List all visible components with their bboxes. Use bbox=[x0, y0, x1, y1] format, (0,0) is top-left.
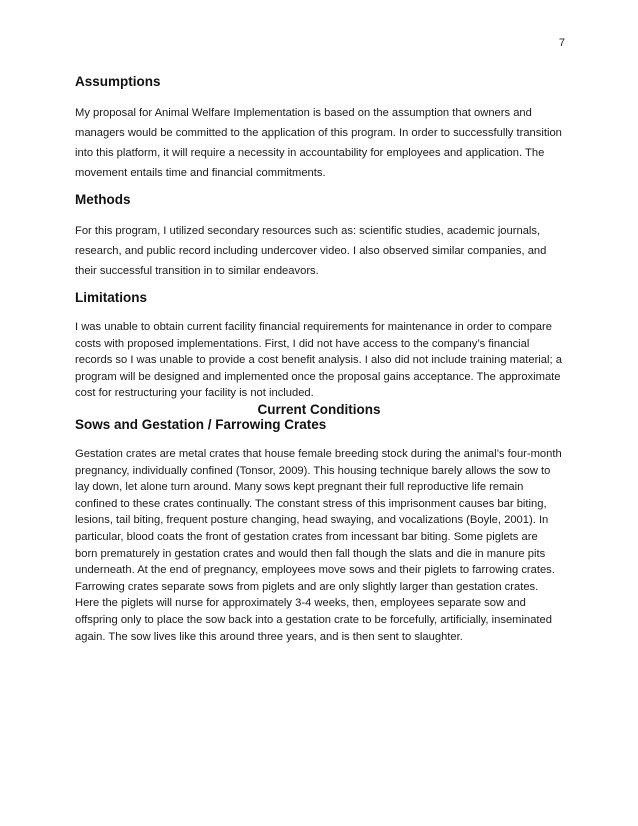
sows-paragraph: Gestation crates are metal crates that house female breeding stock during the animal’s four-month pregnancy, individually confined (Tonsor, 2009). This housing technique barely allows the sow to lay down, let alone turn around. Many sows kept pregnant their full reproductive life remain confined to these crates continually. The constant stress of this imprisonment causes bar biting, lesions, tail biting, frequent posture changing, head swaying, and vocalizations (Boyle, 2001). In particular, blood coats the front of gestation crates from incessant bar biting. Some piglets are born prematurely in gestation crates and would then fall though the slats and die in manure pits underneath. At the end of pregnancy, employees move sows and their piglets to farrowing crates. Farrowing crates separate sows from piglets and are only slightly larger than gestation crates. Here the piglets will nurse for approximately 3-4 weeks, then, employees separate sow and offspring only to place the sow back into a gestation crate to be forcefully, artificially, inseminated again. The sow lives like this around three years, and is then sent to slaughter. bbox=[75, 447, 562, 643]
assumptions-paragraph: My proposal for Animal Welfare Implementation is based on the assumption that owners and managers would be committed to the application of this program. In order to successfully transition into this platform, it will require a necessity in accountability for employees and application. The movement entails time and financial commitments. bbox=[75, 107, 562, 179]
limitations-paragraph: I was unable to obtain current facility financial requirements for maintenance in order to compare costs with proposed implementations. First, I did not have access to the company’s financial records so I was unable to provide a cost benefit analysis. I also did not include training material; a program will be designed and implemented once the proposal gains acceptance. The approximate cost for restructuring your facility is not included. bbox=[75, 321, 562, 400]
limitations-heading: Limitations bbox=[75, 290, 148, 305]
page-number: 7 bbox=[558, 37, 565, 49]
current-conditions-heading: Current Conditions bbox=[257, 401, 381, 417]
methods-heading: Methods bbox=[75, 192, 131, 207]
methods-paragraph: For this program, I utilized secondary resources such as: scientific studies, academic journals, research, and public record including undercover video. I also observed similar companies, and their successful transition in to similar endeavors. bbox=[75, 225, 547, 277]
page-content bbox=[75, 74, 563, 645]
assumptions-heading: Assumptions bbox=[75, 74, 161, 89]
sows-heading: Sows and Gestation / Farrowing Crates bbox=[75, 416, 327, 432]
